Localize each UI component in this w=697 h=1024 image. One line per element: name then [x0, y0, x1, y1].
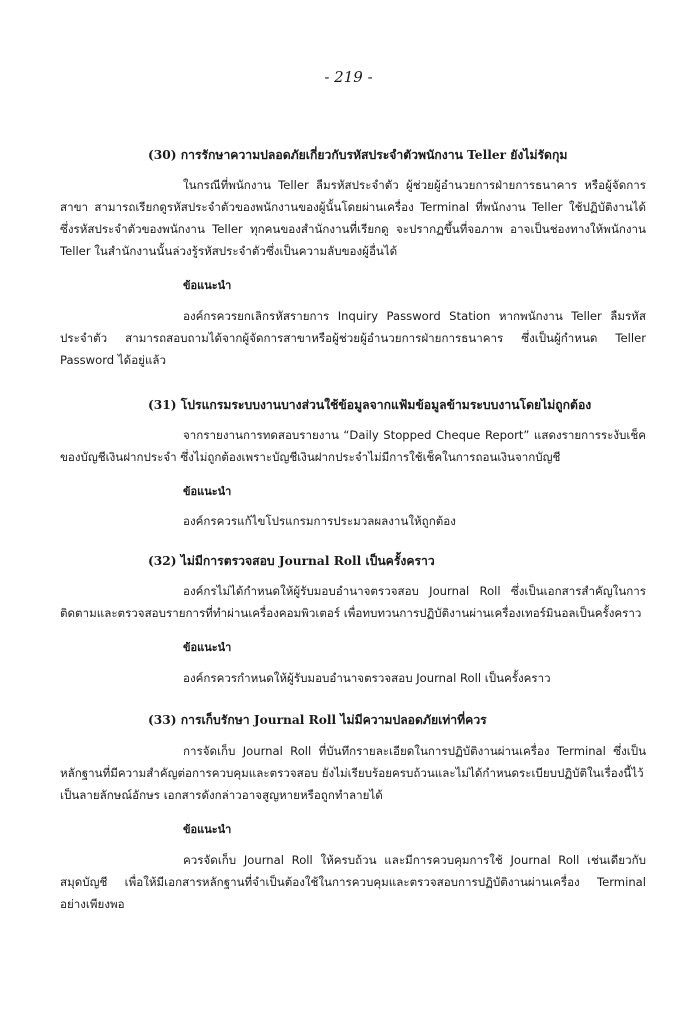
section-33-advice-line: สมุดบัญชี เพื่อให้มีเอกสารหลักฐานที่จำเป็นต้องใช้ในการควบคุมและตรวจสอบการปฏิบัติงานผ่านเครื่อง Terminal — [60, 875, 646, 889]
section-30-advice-line: ประจำตัว สามารถสอบถามได้จากผู้จัดการสาขาหรือผู้ช่วยผู้อำนวยการฝ่ายการธนาคาร ซึ่งเป็นผู้กำหนด Teller — [60, 331, 646, 345]
section-31-body-line: ของบัญชีเงินฝากประจำ ซึ่งไม่ถูกต้องเพราะบัญชีเงินฝากประจำไม่มีการใช้เช็คในการถอนเงินจากบัญชี — [60, 450, 561, 464]
section-31-body-line: จากรายงานการทดสอบรายงาน “Daily Stopped Cheque Report” แสดงรายการระงับเช็ค — [183, 428, 646, 442]
section-33-body-line: เป็นลายลักษณ์อักษร เอกสารดังกล่าวอาจสูญหายหรือถูกทำลายได้ — [60, 788, 383, 802]
section-30-advice-line: องค์กรควรยกเลิกรหัสรายการ Inquiry Password Station หากพนักงาน Teller ลืมรหัส — [183, 309, 646, 323]
section-30-body-line: ซึ่งรหัสประจำตัวของพนักงาน Teller ทุกคนของสำนักงานที่เรียกดู จะปรากฏขึ้นที่จอภาพ อาจเป็นช่องทางให้พนักงาน — [60, 222, 646, 236]
section-31-advice-line: องค์กรควรแก้ไขโปรแกรมการประมวลผลงานให้ถูกต้อง — [183, 514, 456, 528]
section-33-advice-label: ข้อแนะนำ — [183, 823, 232, 836]
section-30-body-line: Teller ในสำนักงานนั้นล่วงรู้รหัสประจำตัวซึ่งเป็นความลับของผู้อื่นได้ — [60, 244, 398, 258]
section-33-heading: (33) การเก็บรักษา Journal Roll ไม่มีความปลอดภัยเท่าที่ควร — [148, 713, 487, 727]
section-33-body-line: หลักฐานที่มีความสำคัญต่อการควบคุมและตรวจสอบ ยังไม่เรียบร้อยครบถ้วนและไม่ได้กำหนดระเบียบปฏิบัติในเรื่องนี้ไว้ — [60, 766, 644, 780]
section-33-advice-line: อย่างเพียงพอ — [60, 897, 125, 911]
section-33-body-line: การจัดเก็บ Journal Roll ที่บันทึกรายละเอียดในการปฏิบัติงานผ่านเครื่อง Terminal ซึ่งเป็น — [183, 744, 646, 758]
section-33-advice-line: ควรจัดเก็บ Journal Roll ให้ครบถ้วน และมีการควบคุมการใช้ Journal Roll เช่นเดียวกับ — [183, 853, 646, 867]
section-30-body-line: สาขา สามารถเรียกดูรหัสประจำตัวของพนักงานของผู้นั้นโดยผ่านเครื่อง Terminal ที่พนักงาน Teller ใช้ปฏิบัติงานได้ — [60, 200, 646, 214]
section-32-advice-label: ข้อแนะนำ — [183, 641, 232, 654]
section-30-body-line: ในกรณีที่พนักงาน Teller ลืมรหัสประจำตัว ผู้ช่วยผู้อำนวยการฝ่ายการธนาคาร หรือผู้จัดการ — [183, 178, 646, 192]
section-32-body-line: องค์กรไม่ได้กำหนดให้ผู้รับมอบอำนาจตรวจสอบ Journal Roll ซึ่งเป็นเอกสารสำคัญในการ — [183, 584, 646, 598]
section-31-heading: (31) โปรแกรมระบบงานบางส่วนใช้ข้อมูลจากแฟ้มข้อมูลข้ามระบบงานโดยไม่ถูกต้อง — [148, 398, 592, 412]
page-number: - 219 - — [324, 68, 373, 86]
section-32-advice-line: องค์กรควรกำหนดให้ผู้รับมอบอำนาจตรวจสอบ Journal Roll เป็นครั้งคราว — [183, 671, 551, 685]
section-30-advice-label: ข้อแนะนำ — [183, 279, 232, 292]
section-30-advice-line: Password ได้อยู่แล้ว — [60, 353, 167, 367]
section-32-heading: (32) ไม่มีการตรวจสอบ Journal Roll เป็นครั้งคราว — [148, 554, 435, 568]
section-31-advice-label: ข้อแนะนำ — [183, 485, 232, 498]
section-32-body-line: ติดตามและตรวจสอบรายการที่ทำผ่านเครื่องคอมพิวเตอร์ เพื่อทบทวนการปฏิบัติงานผ่านเครื่องเทอร์มินอลเป็นครั้งคราว — [60, 606, 642, 620]
section-30-heading: (30) การรักษาความปลอดภัยเกี่ยวกับรหัสประจำตัวพนักงาน Teller ยังไม่รัดกุม — [148, 148, 568, 162]
